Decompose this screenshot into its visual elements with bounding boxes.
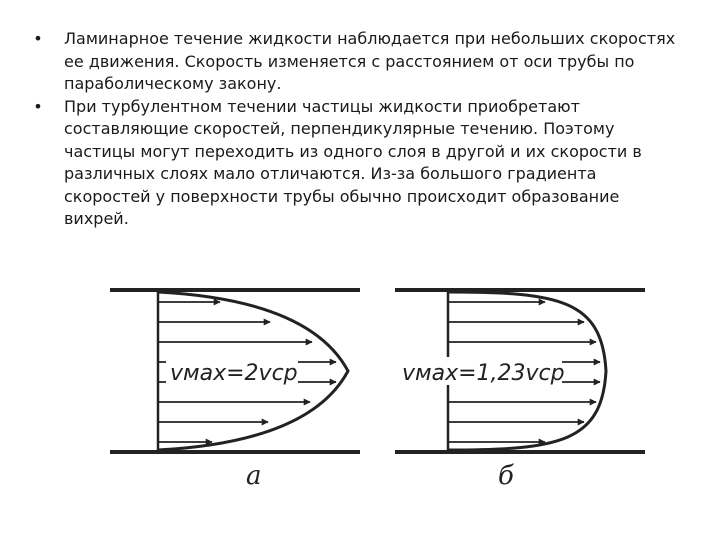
bullet-text-turbulent: При турбулентном течении частицы жидкости приобретают составляющие скоростей, перпендикулярные течению. Поэтому частицы могут переходить из одного слоя в другой и их скорости в различных слоях мало отличаются. Из-за большого градиента скоростей у поверхности трубы обычно происходит образование вихрей. [64, 96, 642, 228]
label-b: б [498, 461, 514, 491]
laminar-profile-diagram [110, 290, 360, 491]
turbulent-profile-diagram [395, 290, 645, 491]
bullet-text-laminar: Ламинарное течение жидкости наблюдается при небольших скоростях ее движения. Скорость изменяется с расстоянием от оси трубы по параболическому закону. [64, 29, 676, 93]
label-a: а [246, 461, 262, 491]
formula-laminar: vмах=2vср [170, 361, 298, 386]
bullet-marker: • [33, 96, 43, 116]
formula-turbulent: vмах=1,23vср [402, 361, 565, 386]
bullet-marker: • [33, 29, 43, 48]
